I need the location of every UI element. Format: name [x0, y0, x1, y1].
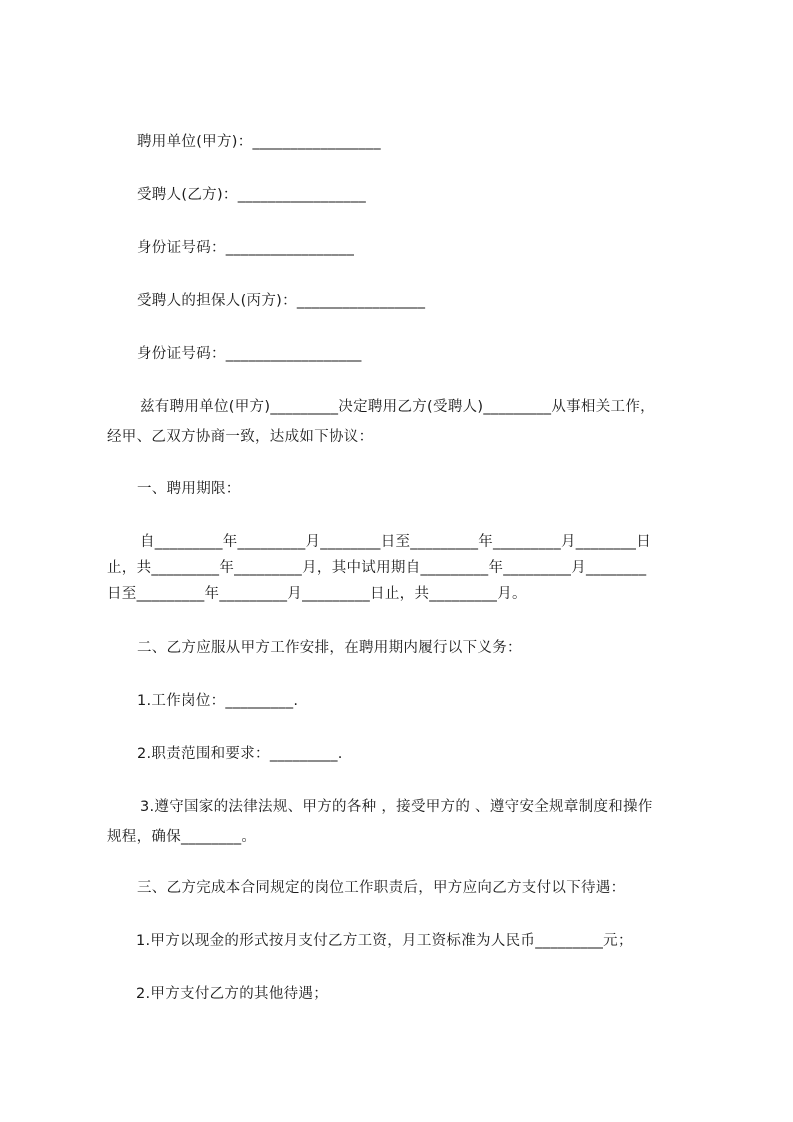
employee-field: 受聘人(乙方)：_________________	[137, 187, 367, 203]
section-1-heading: 一、聘用期限：	[137, 481, 241, 497]
term-line-1: 自_________年_________月________日至_________年_________月________日	[140, 534, 651, 550]
employee-id-field: 身份证号码：_________________	[137, 240, 355, 256]
duty-item-3-line-2: 规程，确保________。	[107, 829, 257, 845]
intro-paragraph-line-2: 经甲、乙双方协商一致，达成如下协议：	[107, 429, 374, 445]
term-line-2: 止，共_________年_________月，其中试用期自_________年_________月________	[107, 560, 647, 576]
section-3-heading: 三、乙方完成本合同规定的岗位工作职责后，甲方应向乙方支付以下待遇：	[137, 880, 626, 896]
term-line-3: 日至_________年_________月_________日止，共_________月。	[107, 586, 527, 602]
guarantor-id-field: 身份证号码：__________________	[137, 346, 362, 362]
duty-item-3-line-1: 3.遵守国家的法律法规、甲方的各种 ，接受甲方的 、遵守安全规章制度和操作	[140, 799, 653, 815]
intro-paragraph-line-1: 兹有聘用单位(甲方)_________决定聘用乙方(受聘人)_________从事相关工作，	[140, 399, 655, 415]
benefit-item-1: 1.甲方以现金的形式按月支付乙方工资，月工资标准为人民币_________元；	[136, 933, 633, 949]
benefit-item-2: 2.甲方支付乙方的其他待遇；	[136, 986, 329, 1002]
duty-item-2: 2.职责范围和要求：_________.	[137, 746, 343, 762]
employer-field: 聘用单位(甲方)：_________________	[137, 134, 381, 150]
section-2-heading: 二、乙方应服从甲方工作安排，在聘用期内履行以下义务：	[137, 640, 522, 656]
guarantor-field: 受聘人的担保人(丙方)：_________________	[137, 293, 426, 309]
duty-item-1: 1.工作岗位：_________.	[137, 693, 299, 709]
